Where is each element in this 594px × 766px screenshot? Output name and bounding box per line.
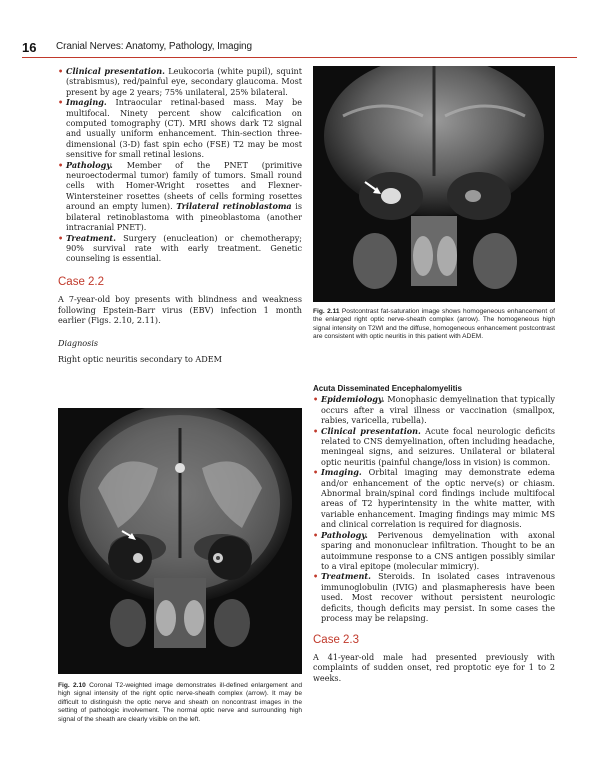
diagnosis-text: Right optic neuritis secondary to ADEM: [58, 353, 222, 364]
list-item: • Treatment. Steroids. In isolated cases intravenous immunoglobulin (IVIG) and plasmapheresis have been used. Most recover without persistent neurologic deficits, though deficits may persist. In some cases the process may be relapsing.: [313, 571, 555, 623]
header-rule: [22, 57, 577, 58]
left-column: [58, 66, 302, 364]
page-header: [22, 40, 577, 56]
list-item: • Epidemiology. Monophasic demyelination that typically occurs after a viral illness or vaccination (smallpox, rabies, varicella, rubella).: [313, 394, 555, 425]
list-item: • Clinical presentation. Acute focal neurologic deficits related to CNS demyelination, often including headache, meningeal signs, and seizures. Unilateral or bilateral optic neuritis (painful change/loss in vision) is common.: [313, 426, 555, 468]
page-number: 16: [22, 40, 37, 55]
case-text: A 41-year-old male had presented previously with complaints of sudden onset, red proptotic eye for 1 to 2 weeks.: [313, 651, 555, 683]
figure-2-11-caption: Fig. 2.11 Postcontrast fat-saturation image shows homogeneous enhancement of the enlarged right optic nerve-sheath complex (arrow). The homogeneous high signal intensity on T2WI and the diffuse, homogeneous enhancement postcontrast are consistent with optic neuritis in this patient with ADEM.: [313, 308, 555, 341]
list-item: • Clinical presentation. Leukocoria (white pupil), squint (strabismus), red/painful eye, secondary glaucoma. Most present by age 2 years; 75% unilateral, 25% bilateral.: [58, 66, 302, 97]
section-heading: Acuta Disseminated Encephalomyelitis: [313, 384, 462, 393]
case-heading: Case 2.2: [58, 275, 105, 288]
figure-2-10-image: [58, 408, 302, 674]
right-column: [313, 384, 555, 683]
list-item: • Imaging. Orbital imaging may demonstrate edema and/or enhancement of the optic nerve(s) or chiasm. Abnormal brain/spinal cord findings include multifocal areas of T2 hyperintensity in the white matter, with variable enhancement. Imaging findings may mimic MS and clinical correlation is required for diagnosis.: [313, 467, 555, 529]
figure-2-11-image: [313, 66, 555, 302]
adem-list: [313, 394, 555, 623]
list-item: • Imaging. Intraocular retinal-based mass. May be multifocal. Ninety percent show calcification on computed tomography (CT). MRI shows dark T2 signal and usually uniform enhancement. Thin-section three-dimensional (3-D) fast spin echo (FSE) T2 may be most sensitive for small retinal lesions.: [58, 97, 302, 159]
diagnosis-label: Diagnosis: [58, 338, 99, 349]
case-heading: Case 2.3: [313, 634, 360, 647]
figure-2-10-caption: Fig. 2.10 Coronal T2-weighted image demonstrates ill-defined enlargement and high signal intensity of the right optic nerve-sheath complex (arrow). It may be difficult to distinguish the optic nerve and sheath on noncontrast images in the setting of pathologic involvement. The normal optic nerve and surrounding high signal of the sheath are clearly visible on the left.: [58, 682, 302, 723]
retinoblastoma-list: [58, 66, 302, 264]
list-item: • Treatment. Surgery (enucleation) or chemotherapy; 90% survival rate with early treatment. Genetic counseling is essential.: [58, 233, 302, 264]
list-item: • Pathology. Member of the PNET (primitive neuroectodermal tumor) family of tumors. Small round cells with Homer-Wright rosettes and Flexner-Wintersteiner rosettes (sheets of cells forming rosettes around an empty lumen). Trilateral retinoblastoma is bilateral retinoblastoma with pineoblastoma (another intracranial PNET).: [58, 160, 302, 233]
list-item: • Pathology. Perivenous demyelination with axonal sparing and mononuclear infiltration. Thought to be an autoimmune response to a CNS antigen possibly similar to a viral epitope (molecular mimicry).: [313, 530, 555, 572]
case-text: A 7-year-old boy presents with blindness and weakness following Epstein-Barr virus (EBV) infection 1 month earlier (Figs. 2.10, 2.11).: [58, 294, 302, 325]
running-title: Cranial Nerves: Anatomy, Pathology, Imaging: [56, 41, 252, 52]
